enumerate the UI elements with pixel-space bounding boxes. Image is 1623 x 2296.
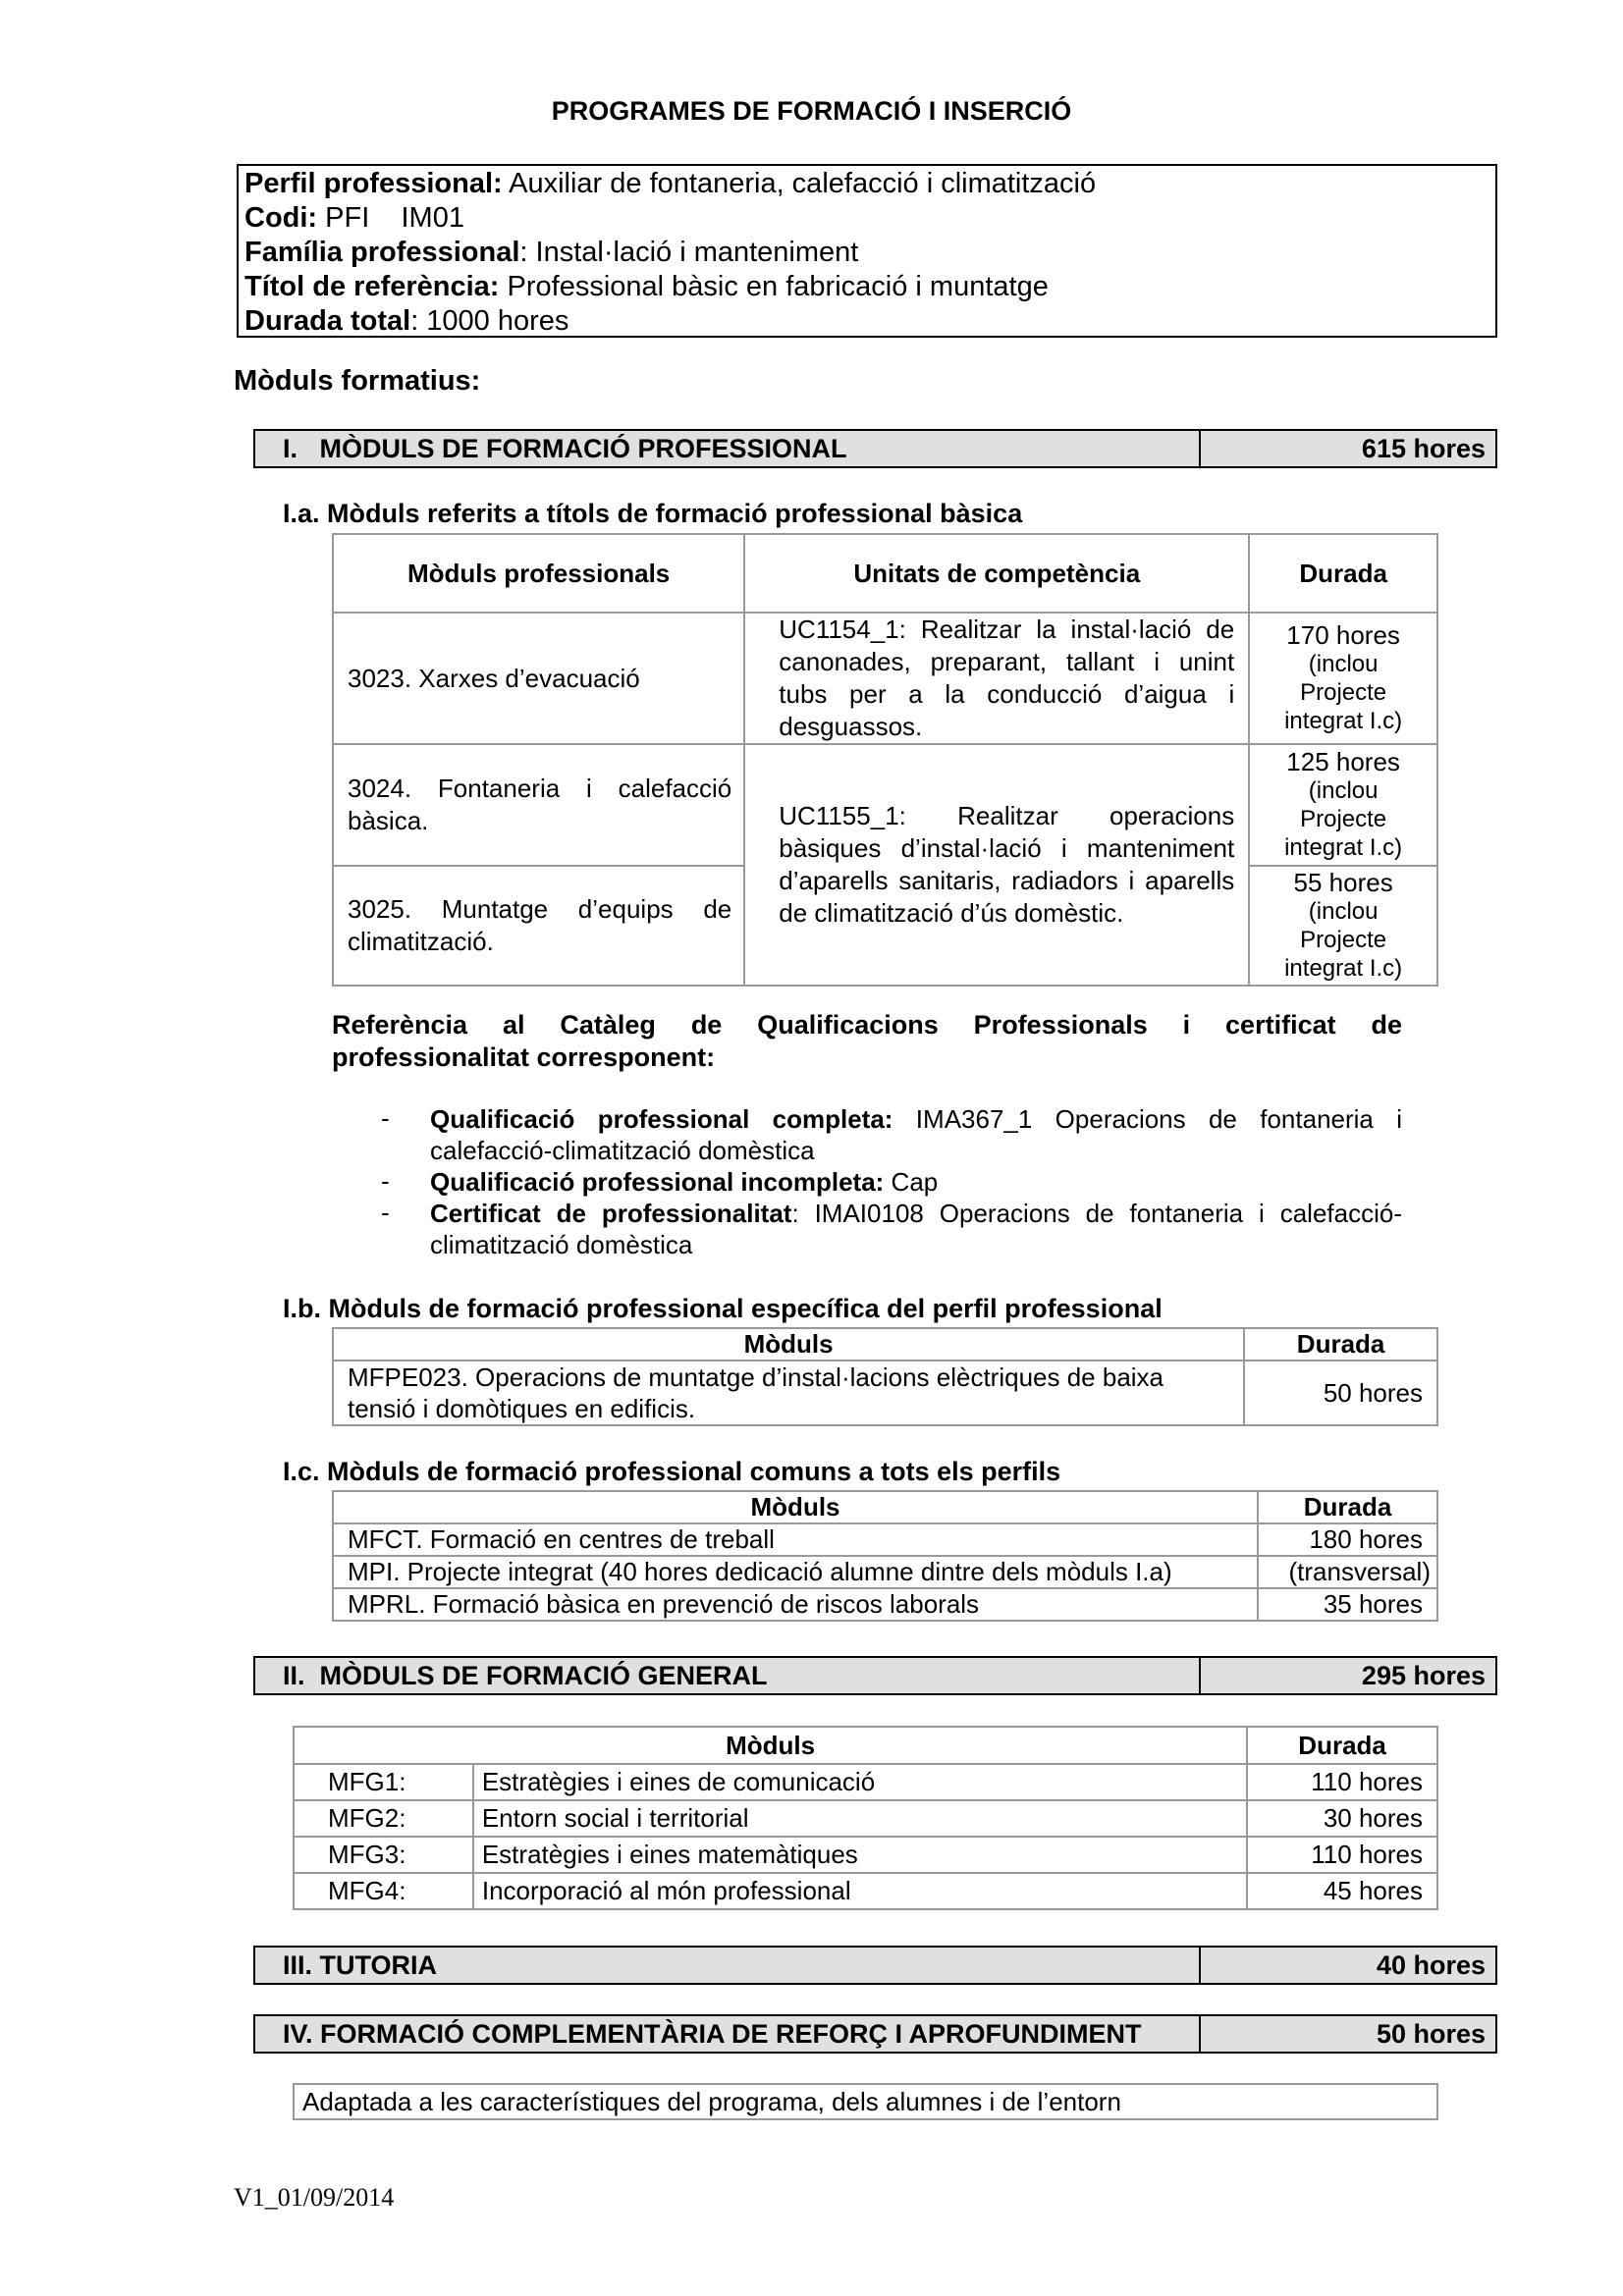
ia-row-3-hours: 55 hores: [1293, 868, 1393, 897]
ib-row-1-durada: 50 hores: [1244, 1361, 1437, 1425]
ia-table: [332, 533, 1438, 987]
ref-item-2-text: Cap: [884, 1167, 939, 1197]
durada-label: Durada total: [244, 305, 411, 337]
ia-uc-1: UC1154_1: Realitzar la instal·lació de canonades, preparant, tallant i unint tubs per a la conducció d’aigua i desguassos.: [744, 613, 1249, 744]
profile-codi: [244, 201, 1489, 236]
titol-label: Títol de referència:: [244, 271, 500, 302]
ref-item-2: [430, 1166, 1402, 1198]
ia-row-2-modul: 3024. Fontaneria i calefacció bàsica.: [333, 744, 744, 866]
general-row-1-code: MFG1:: [294, 1764, 473, 1800]
general-row-3-name: Estratègies i eines matemàtiques: [473, 1837, 1247, 1873]
ia-row-2-note-3: integrat I.c): [1284, 834, 1403, 861]
section-4-bar: [253, 2014, 1497, 2054]
ia-header-unitats: Unitats de competència: [744, 534, 1249, 613]
perfil-value: Auxiliar de fontaneria, calefacció i climatització: [502, 168, 1097, 199]
ref-item-3-text: : IMAI0108 Operacions de fontaneria i calefacció-climatització domèstica: [430, 1199, 1402, 1259]
profile-durada: [244, 304, 1489, 339]
ia-header-moduls: Mòduls professionals: [333, 534, 744, 613]
section-1-title: I. MÒDULS DE FORMACIÓ PROFESSIONAL: [255, 431, 1201, 466]
ref-item-3-label: Certificat de professionalitat: [430, 1199, 792, 1228]
section-1-hours: 615 hores: [1361, 434, 1486, 463]
section-3-title: III. TUTORIA: [255, 1948, 1201, 1983]
profile-familia: [244, 236, 1489, 270]
bullet-dash-3: -: [381, 1198, 390, 1227]
section-4-title: IV. FORMACIÓ COMPLEMENTÀRIA DE REFORÇ I APROFUNDIMENT: [255, 2016, 1201, 2052]
ia-row-3-durada: [1249, 866, 1437, 986]
profile-box: [237, 164, 1497, 338]
codi-value: PFI IM01: [317, 202, 464, 234]
ic-heading: I.c. Mòduls de formació professional comuns a tots els perfils: [283, 1457, 1061, 1486]
general-row-4-durada: 45 hores: [1247, 1873, 1437, 1909]
ia-row-1-note-2: Projecte: [1300, 679, 1387, 706]
titol-value: Professional bàsic en fabricació i muntatge: [499, 271, 1049, 302]
ic-row-2-durada: (transversal): [1258, 1556, 1437, 1588]
ia-row-3-modul: 3025. Muntatge d’equips de climatització.: [333, 866, 744, 986]
general-row-1-durada: 110 hores: [1247, 1764, 1437, 1800]
ic-row-3-modul: MPRL. Formació bàsica en prevenció de riscos laborals: [333, 1588, 1258, 1621]
ia-row-3-note-3: integrat I.c): [1284, 955, 1403, 982]
ib-header-durada: Durada: [1244, 1328, 1437, 1361]
familia-value: : Instal·lació i manteniment: [519, 237, 859, 268]
general-row-2-durada: 30 hores: [1247, 1800, 1437, 1837]
bullet-dash-1: -: [381, 1103, 390, 1133]
ia-header-durada: Durada: [1249, 534, 1437, 613]
ia-row-1-modul: 3023. Xarxes d’evacuació: [333, 613, 744, 744]
codi-label: Codi:: [244, 202, 318, 234]
ic-table: [332, 1490, 1438, 1622]
profile-titol: [244, 270, 1489, 304]
version-footer: V1_01/09/2014: [234, 2183, 395, 2212]
general-row-3-durada: 110 hores: [1247, 1837, 1437, 1873]
ib-table: [332, 1327, 1438, 1426]
ia-row-2-hours: 125 hores: [1286, 747, 1400, 776]
familia-label: Família professional: [244, 237, 520, 268]
ic-row-2-modul: MPI. Projecte integrat (40 hores dedicació alumne dintre dels mòduls I.a): [333, 1556, 1258, 1588]
perfil-label: Perfil professional:: [244, 168, 503, 199]
ia-row-1-note-3: integrat I.c): [1284, 708, 1403, 734]
ia-row-1-hours: 170 hores: [1286, 620, 1400, 650]
section-3-hours: 40 hores: [1376, 1950, 1486, 1980]
section-4-hours: 50 hores: [1376, 2019, 1486, 2049]
ref-item-1-label: Qualificació professional completa:: [430, 1104, 893, 1134]
profile-perfil: [244, 167, 1489, 201]
ic-header-moduls: Mòduls: [333, 1491, 1258, 1523]
page-title: PROGRAMES DE FORMACIÓ I INSERCIÓ: [551, 96, 1072, 126]
ic-row-3-durada: 35 hores: [1258, 1588, 1437, 1621]
referencia-line-2: professionalitat corresponent:: [332, 1042, 716, 1072]
durada-value: : 1000 hores: [410, 305, 569, 337]
general-table: [293, 1726, 1438, 1910]
ib-heading: I.b. Mòduls de formació professional específica del perfil professional: [283, 1294, 1163, 1323]
ib-header-moduls: Mòduls: [333, 1328, 1244, 1361]
section-2-bar: [253, 1656, 1497, 1695]
general-row-1-name: Estratègies i eines de comunicació: [473, 1764, 1247, 1800]
complementaria-box: Adaptada a les característiques del programa, dels alumnes i de l’entorn: [293, 2083, 1438, 2120]
general-row-2-name: Entorn social i territorial: [473, 1800, 1247, 1837]
ic-row-1-modul: MFCT. Formació en centres de treball: [333, 1523, 1258, 1556]
general-header-durada: Durada: [1247, 1727, 1437, 1764]
general-row-3-code: MFG3:: [294, 1837, 473, 1873]
ia-heading: I.a. Mòduls referits a títols de formació professional bàsica: [283, 499, 1023, 528]
ref-item-1: [430, 1103, 1402, 1166]
ia-row-3-note-2: Projecte: [1300, 927, 1387, 953]
bullet-dash-2: -: [381, 1166, 390, 1196]
general-row-4-name: Incorporació al món professional: [473, 1873, 1247, 1909]
ic-row-1-durada: 180 hores: [1258, 1523, 1437, 1556]
ref-item-2-label: Qualificació professional incompleta:: [430, 1167, 885, 1197]
general-header-moduls: Mòduls: [294, 1727, 1247, 1764]
general-row-4-code: MFG4:: [294, 1873, 473, 1909]
section-2-title: II. MÒDULS DE FORMACIÓ GENERAL: [255, 1658, 1201, 1693]
ia-row-2-note-1: (inclou: [1308, 777, 1379, 804]
referencia-line-1: Referència al Catàleg de Qualificacions Professionals i certificat de: [332, 1010, 1402, 1040]
ref-item-3: [430, 1198, 1402, 1260]
section-3-bar: [253, 1946, 1497, 1985]
ia-row-2-durada: [1249, 744, 1437, 866]
ia-row-3-note-1: (inclou: [1308, 898, 1379, 925]
ref-item-1-text: IMA367_1 Operacions de fontaneria i calefacció-climatització domèstica: [430, 1104, 1402, 1165]
ia-uc-2: UC1155_1: Realitzar operacions bàsiques d’instal·lació i manteniment d’aparells sanitaris, radiadors i aparells de climatització d’ús domèstic.: [744, 744, 1249, 986]
ib-row-1-modul: MFPE023. Operacions de muntatge d’instal·lacions elèctriques de baixa tensió i domòtiques en edificis.: [333, 1361, 1244, 1425]
ia-row-1-note-1: (inclou: [1308, 651, 1379, 677]
section-2-hours: 295 hores: [1361, 1661, 1486, 1690]
ic-header-durada: Durada: [1258, 1491, 1437, 1523]
referencia-heading: [332, 1009, 1402, 1074]
ia-row-1-durada: [1249, 613, 1437, 744]
section-1-bar: [253, 429, 1497, 468]
moduls-formatius-heading: Mòduls formatius:: [234, 365, 481, 397]
ia-row-2-note-2: Projecte: [1300, 806, 1387, 832]
general-row-2-code: MFG2:: [294, 1800, 473, 1837]
